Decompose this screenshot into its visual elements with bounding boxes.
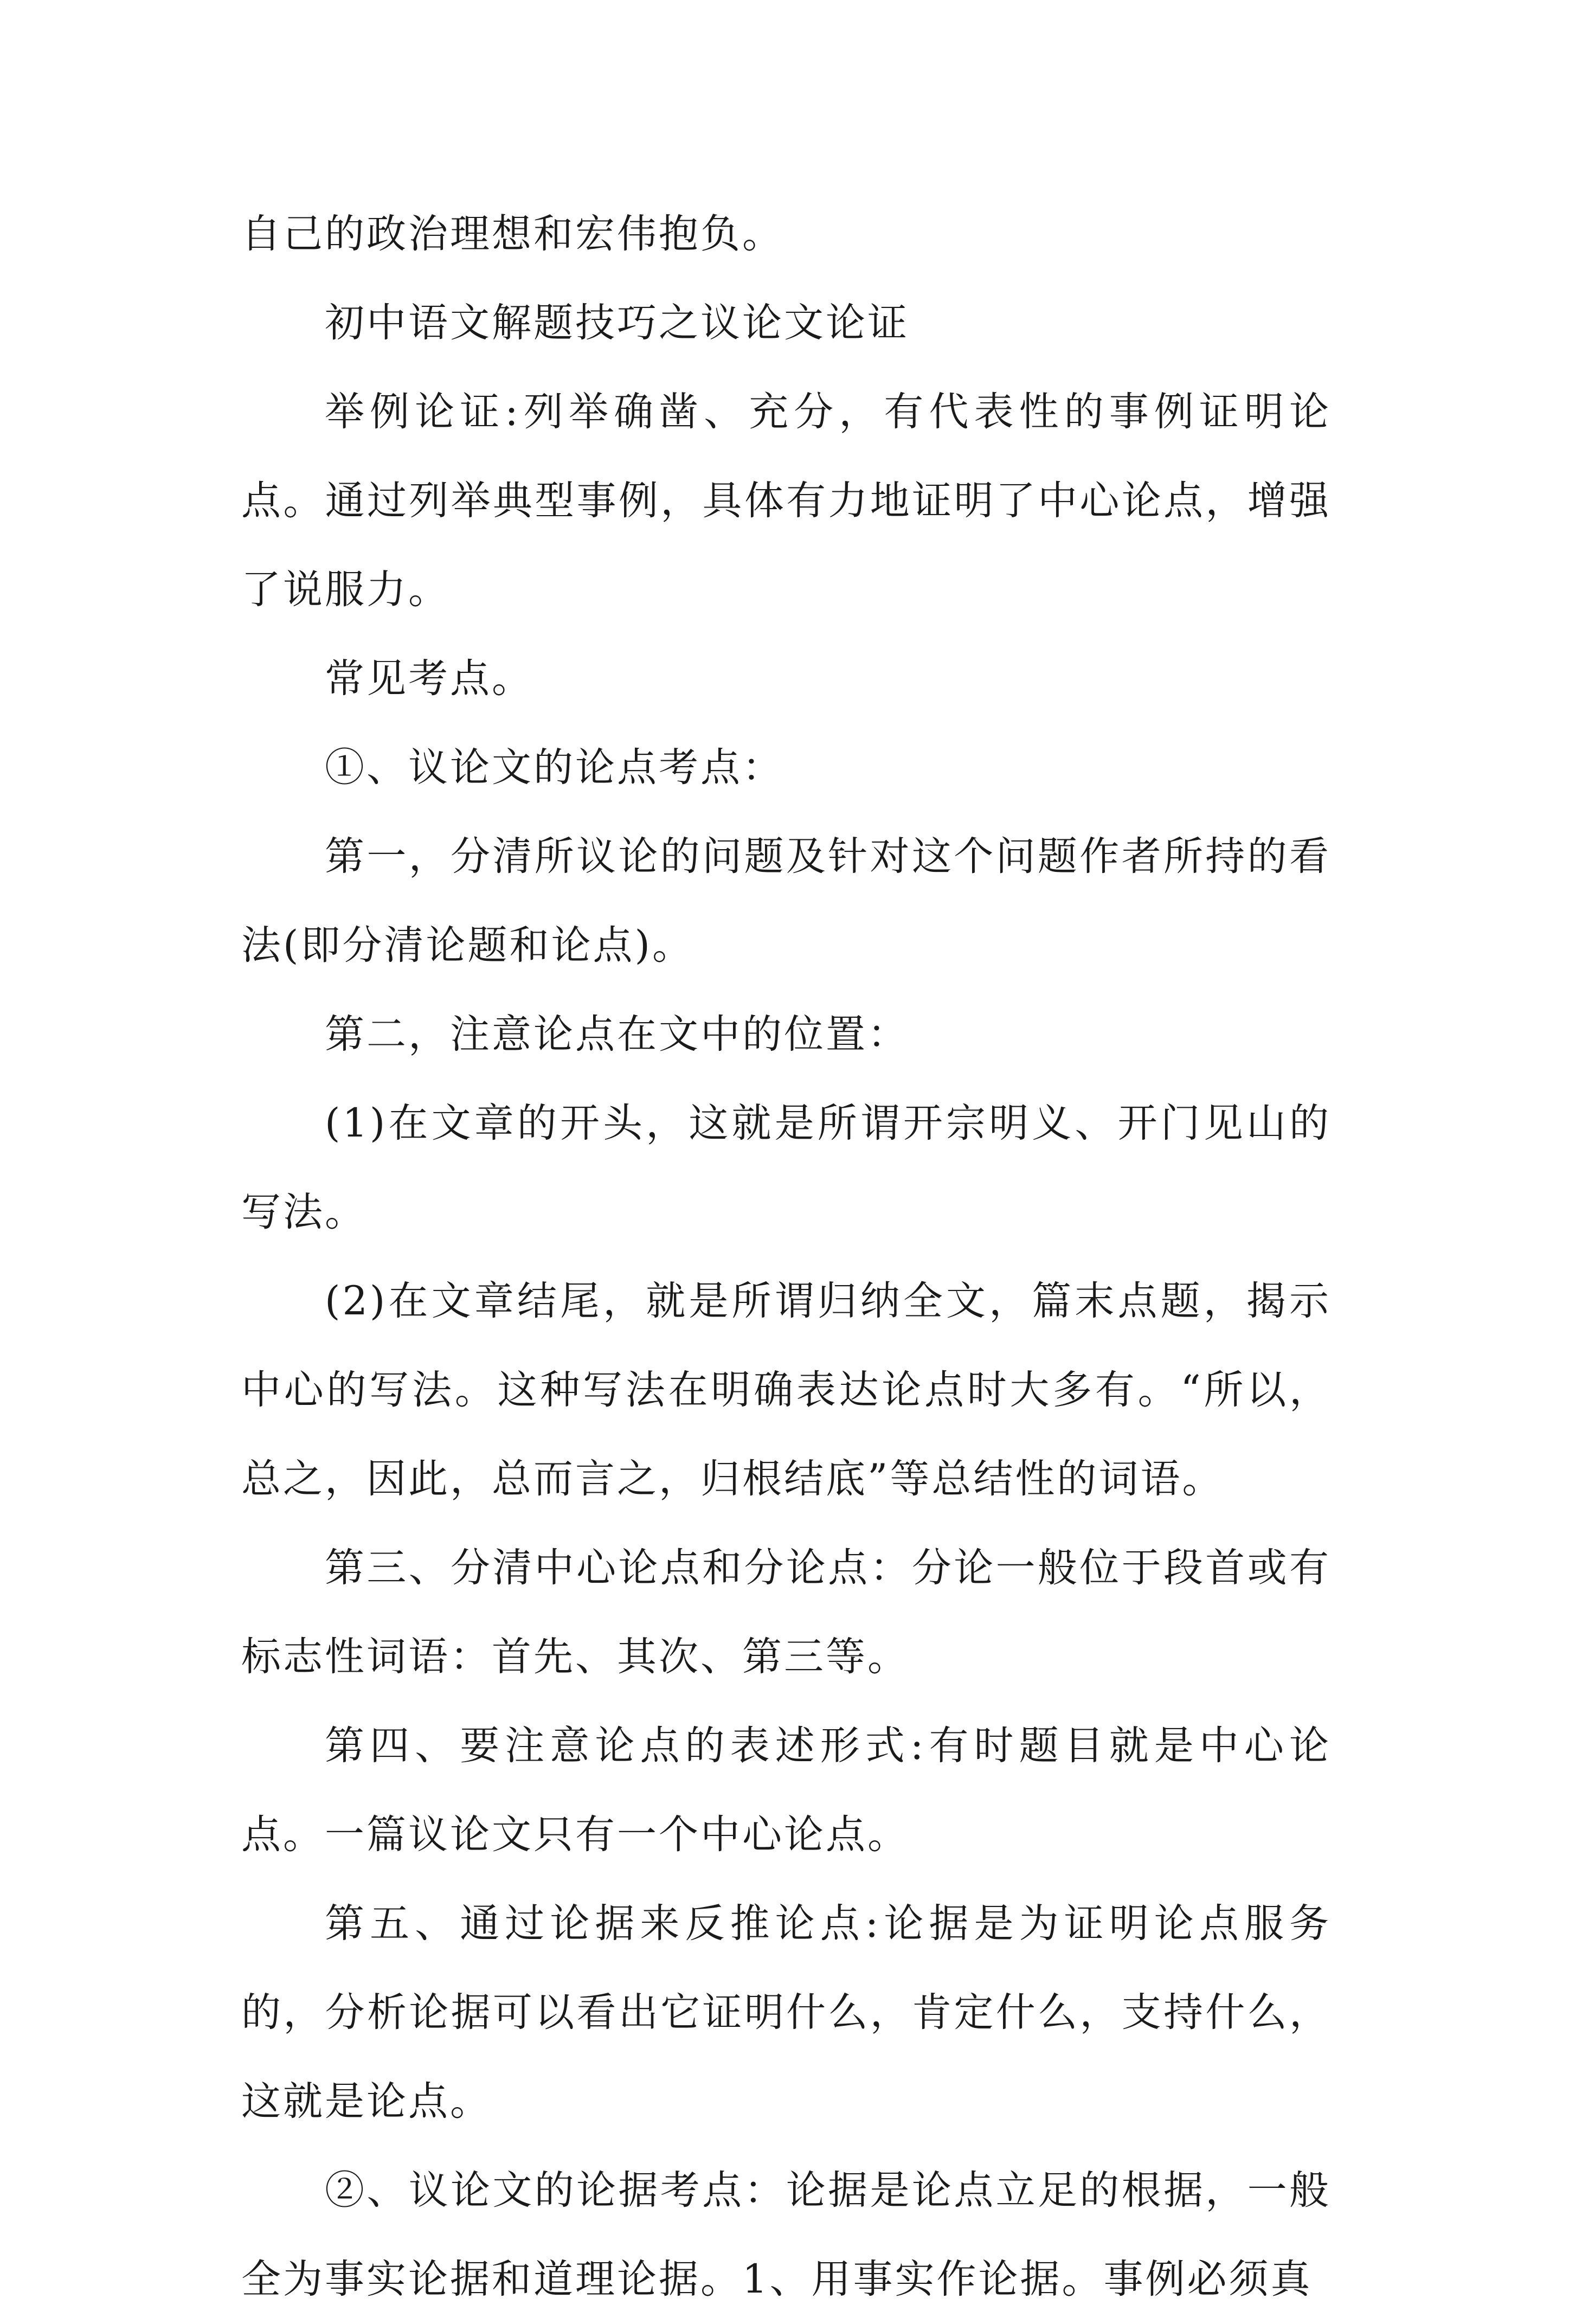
section-title: 初中语文解题技巧之议论文论证 <box>325 300 909 346</box>
paragraph-continuation: 自己的政治理想和宏伟抱负。 <box>241 211 784 257</box>
paragraph-third: 第三、分清中心论点和分论点：分论一般位于段首或有标志性词语：首先、其次、第三等。 <box>241 1545 1331 1680</box>
paragraph-common-points: 常见考点。 <box>325 656 533 702</box>
paragraph-item-1: (1)在文章的开头，这就是所谓开宗明义、开门见山的写法。 <box>241 1100 1331 1235</box>
paragraph-second: 第二，注意论点在文中的位置： <box>325 1011 909 1057</box>
paragraph-fifth: 第五、通过论据来反推论点:论据是为证明论点服务的，分析论据可以看出它证明什么，肯定什么，支持什么，这就是论点。 <box>241 1901 1331 2124</box>
paragraph-example-argument: 举例论证:列举确凿、充分，有代表性的事例证明论点。通过列举典型事例，具体有力地证明了中心论点，增强了说服力。 <box>241 389 1331 613</box>
paragraph-item-2: (2)在文章结尾，就是所谓归纳全文，篇末点题，揭示中心的写法。这种写法在明确表达论点时大多有。“所以，总之，因此，总而言之，归根结底”等总结性的词语。 <box>241 1278 1331 1502</box>
paragraph-evidence: ②、议论文的论据考点：论据是论点立足的根据，一般全为事实论据和道理论据。1、用事实作论据。事例必须真 <box>241 2167 1331 2302</box>
paragraph-first: 第一，分清所议论的问题及针对这个问题作者所持的看法(即分清论题和论点)。 <box>241 833 1331 968</box>
paragraph-thesis-heading: ①、议论文的论点考点： <box>325 744 784 791</box>
paragraph-fourth: 第四、要注意论点的表述形式:有时题目就是中心论点。一篇议论文只有一个中心论点。 <box>241 1723 1331 1858</box>
document-body <box>241 190 1331 2324</box>
